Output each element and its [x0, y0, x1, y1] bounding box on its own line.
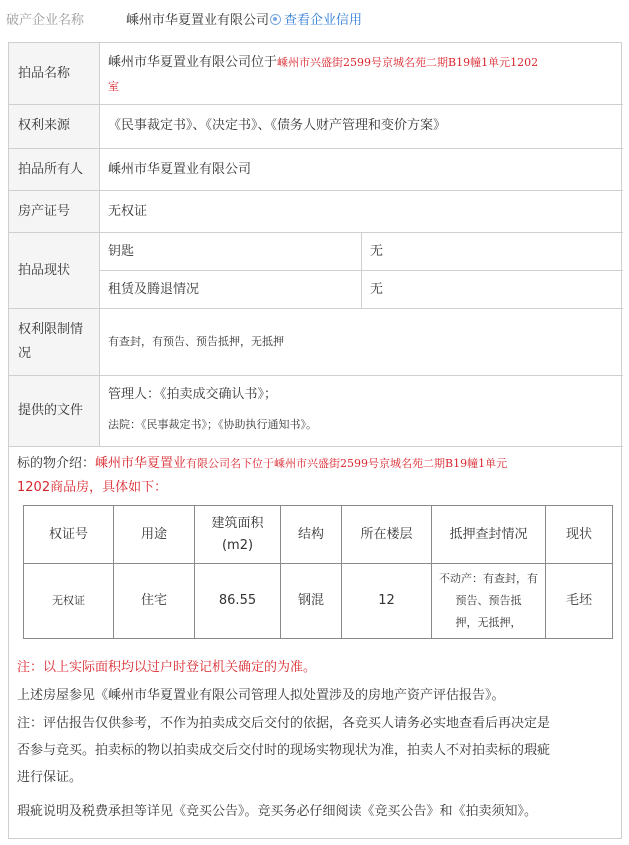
- detail-cert-text: 无权证: [52, 594, 85, 607]
- detail-cell-structure: [281, 564, 342, 638]
- report-ref: 上述房屋参见《嵊州市华夏置业有限公司管理人拟处置涉及的房地产资产评估报告》。: [17, 688, 505, 703]
- detail-cell-area: [195, 564, 281, 638]
- intro-place: 嵊州市兴盛街2599号京城名苑二期B19幢1单元: [274, 457, 508, 470]
- detail-header-mortgage-text: 抵押查封情况: [449, 526, 528, 542]
- detail-header-status-text: 现状: [565, 526, 592, 542]
- value-restrictions: [100, 309, 623, 376]
- detail-mortgage-line2: 预告、预告抵: [455, 594, 522, 607]
- label-documents-text: 提供的文件: [18, 403, 84, 418]
- label-rights-source-text: 权利来源: [18, 118, 71, 133]
- owner-text: 嵊州市华夏置业有限公司: [108, 162, 252, 177]
- intro-tail: 商品房，具体如下：: [50, 480, 168, 495]
- documents-line1: 管理人：《拍卖成交确认书》；: [108, 387, 278, 402]
- intro-line1: [17, 453, 507, 475]
- keys-value-text: 无: [370, 244, 384, 259]
- intro-line2: [17, 477, 167, 499]
- detail-header-cert: [24, 506, 114, 564]
- bankrupt-company-name: 嵊州市华夏置业有限公司: [126, 13, 270, 28]
- value-documents: [100, 376, 623, 447]
- header-bar: [0, 0, 629, 34]
- item-name-address: 嵊州市兴盛街2599号京城名苑二期B19幢1单元1202: [277, 56, 539, 69]
- value-item-name: [100, 43, 623, 105]
- detail-cell-cert: [24, 564, 114, 638]
- label-restrictions: [9, 309, 100, 376]
- status-keys-label: [100, 233, 362, 271]
- credit-icon: [270, 14, 281, 25]
- item-name-address-tail: 室: [108, 80, 119, 93]
- documents-line2: 法院：《民事裁定书》；《协助执行通知书》。: [108, 418, 317, 431]
- detail-header-area-text: 建筑面积: [211, 515, 264, 531]
- view-credit-label: 查看企业信用: [284, 13, 363, 28]
- item-name-prefix: 嵊州市华夏置业有限公司位于: [108, 55, 278, 70]
- detail-header-structure-text: 结构: [297, 526, 324, 542]
- eval-note-line3: 进行保证。: [17, 770, 83, 785]
- value-owner: [100, 149, 623, 191]
- info-table: [8, 42, 622, 839]
- label-status: [9, 233, 100, 309]
- detail-mortgage-line3: 押，无抵押，: [455, 616, 522, 629]
- lease-label-text: 租赁及腾退情况: [108, 282, 200, 297]
- detail-cell-status: [546, 564, 612, 638]
- detail-header-use: [114, 506, 195, 564]
- label-item-name-text: 拍品名称: [18, 66, 71, 81]
- label-documents: [9, 376, 100, 447]
- label-owner-text: 拍品所有人: [18, 162, 84, 177]
- status-keys-value: [362, 233, 623, 271]
- intro-code: 1202: [17, 480, 51, 495]
- label-restrictions-line1: 权利限制情: [18, 322, 84, 337]
- keys-label-text: 钥匙: [108, 244, 135, 259]
- rights-source-text: 《民事裁定书》、《决定书》、《债务人财产管理和变价方案》: [108, 118, 447, 133]
- detail-status-text: 毛坯: [565, 593, 592, 608]
- detail-header-area: [195, 506, 281, 564]
- intro-company: 嵊州市华夏置业: [95, 456, 187, 471]
- status-lease-value: [362, 271, 623, 309]
- detail-header-use-text: 用途: [140, 526, 167, 542]
- bankrupt-company-label: 破产企业名称: [6, 13, 85, 28]
- eval-note-line2: 否参与竞买。拍卖标的物以拍卖成交后交付时的现场实物现状为准，拍卖人不对拍卖标的瑕疵: [17, 743, 551, 758]
- value-cert: [100, 191, 623, 233]
- label-status-text: 拍品现状: [18, 263, 71, 278]
- label-rights-source: [9, 105, 100, 149]
- label-item-name: [9, 43, 100, 105]
- intro-label: 标的物介绍：: [17, 456, 96, 471]
- value-rights-source: [100, 105, 623, 149]
- label-owner: [9, 149, 100, 191]
- label-restrictions-line2: 况: [18, 346, 32, 361]
- restrictions-text: 有查封，有预告、预告抵押，无抵押: [108, 335, 284, 348]
- detail-cell-floor: [342, 564, 432, 638]
- detail-table: [23, 505, 613, 639]
- eval-note-line1: 注：评估报告仅供参考，不作为拍卖成交后交付的依据，各竞买人请务必实地查看后再决定是: [17, 716, 551, 731]
- item-name-line1: [108, 52, 538, 74]
- lease-value-text: 无: [370, 282, 384, 297]
- detail-header-mortgage: [432, 506, 546, 564]
- detail-cell-use: [114, 564, 195, 638]
- detail-mortgage-line1: 不动产：有查封，有: [439, 572, 538, 585]
- view-credit-link[interactable]: [270, 9, 362, 28]
- detail-cell-mortgage: [432, 564, 546, 638]
- detail-header-floor: [342, 506, 432, 564]
- detail-header-cert-text: 权证号: [48, 526, 88, 542]
- detail-floor-text: 12: [378, 593, 395, 608]
- detail-use-text: 住宅: [140, 593, 167, 608]
- detail-header-structure: [281, 506, 342, 564]
- detail-structure-text: 钢混: [297, 593, 324, 608]
- label-cert-text: 房产证号: [18, 204, 71, 219]
- detail-header-status: [546, 506, 612, 564]
- detail-area-text: 86.55: [218, 593, 257, 608]
- cert-text: 无权证: [108, 204, 148, 219]
- label-cert: [9, 191, 100, 233]
- area-note: 注：以上实际面积均以过户时登记机关确定的为准。: [17, 660, 317, 675]
- fees-note: 瑕疵说明及税费承担等详见《竞买公告》。竞买务必仔细阅读《竞买公告》和《拍卖须知》。: [17, 804, 538, 819]
- status-lease-label: [100, 271, 362, 309]
- detail-header-area-unit: (m2): [221, 537, 254, 553]
- intro-mid: 有限公司名下位于: [186, 457, 275, 470]
- detail-header-floor-text: 所在楼层: [360, 526, 413, 542]
